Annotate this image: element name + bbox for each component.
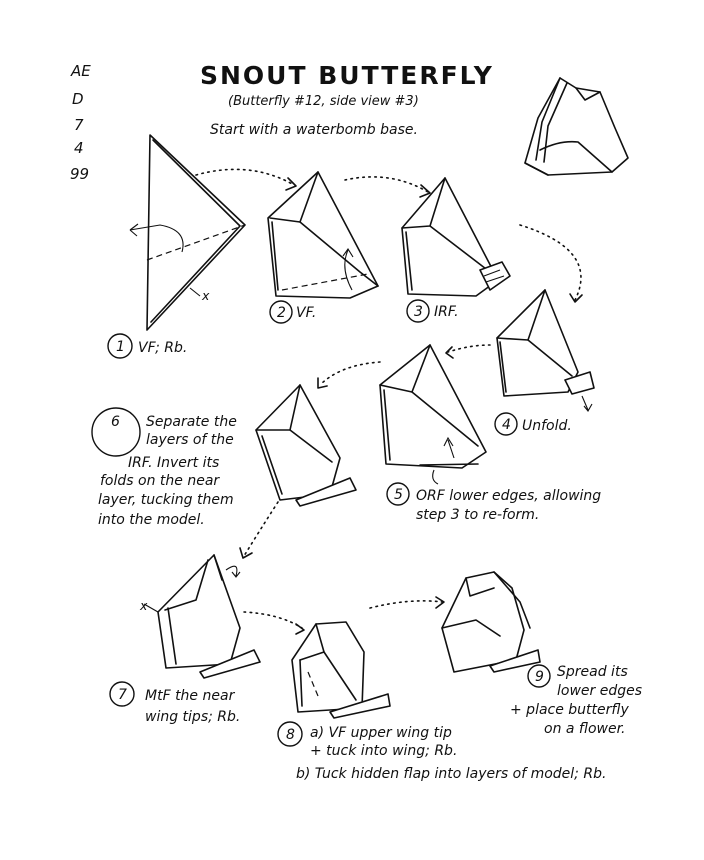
step9-label-line2: lower edges xyxy=(557,683,643,699)
step6-illustration xyxy=(92,385,356,528)
step4-number: 4 xyxy=(502,417,511,433)
step9-number: 9 xyxy=(535,669,544,685)
flow-arrow-2-3 xyxy=(345,177,428,192)
step6-label-line6: into the model. xyxy=(98,512,205,528)
step6-label-line2: layers of the xyxy=(146,432,234,448)
flow-arrow-5-6 xyxy=(320,362,380,385)
margin-day: 4 xyxy=(74,139,84,157)
flow-arrow-7-8 xyxy=(244,612,302,628)
step5-label-line2: step 3 to re-form. xyxy=(416,507,540,523)
step6-label-line1: Separate the xyxy=(146,414,237,430)
step8-number: 8 xyxy=(286,727,295,743)
step7-label-line2: wing tips; Rb. xyxy=(145,709,241,725)
step5-label-line1: ORF lower edges, allowing xyxy=(416,488,602,504)
step1-x-mark: x xyxy=(202,288,210,303)
step7-label-line1: MtF the near xyxy=(145,688,235,704)
flow-arrow-8-9 xyxy=(370,601,442,608)
flow-arrow-3-4 xyxy=(520,225,581,300)
step6-label-line5: layer, tucking them xyxy=(98,492,234,508)
flow-arrow-1-2 xyxy=(196,169,294,185)
finished-butterfly-illustration xyxy=(525,78,628,175)
margin-notes xyxy=(70,62,91,183)
margin-initials: AE xyxy=(71,62,91,80)
step3-illustration xyxy=(402,178,510,322)
step8-label-b: b) Tuck hidden flap into layers of model; Rb. xyxy=(296,766,607,782)
intro-text: Start with a waterbomb base. xyxy=(210,122,418,138)
step9-label-line3: + place butterfly xyxy=(510,702,629,718)
step9-illustration xyxy=(442,572,642,737)
flow-arrow-4-5 xyxy=(448,345,490,352)
step1-illustration xyxy=(108,135,245,358)
step7-illustration xyxy=(110,555,260,725)
step3-number: 3 xyxy=(414,304,423,320)
step6-number: 6 xyxy=(111,414,120,430)
step1-label: VF; Rb. xyxy=(138,340,188,356)
margin-month: 7 xyxy=(74,116,84,134)
step4-label: Unfold. xyxy=(522,418,572,434)
step9-label-line1: Spread its xyxy=(557,664,628,680)
step5-number: 5 xyxy=(394,487,403,503)
diagram-title: SNOUT BUTTERFLY xyxy=(200,61,494,90)
diagram-subtitle: (Butterfly #12, side view #3) xyxy=(228,94,419,109)
step9-label-line4: on a flower. xyxy=(544,721,626,737)
step8-label-line2: + tuck into wing; Rb. xyxy=(310,743,458,759)
step2-number: 2 xyxy=(277,305,286,321)
margin-year: 99 xyxy=(70,165,90,183)
step7-x-mark: x xyxy=(140,598,148,613)
step2-illustration xyxy=(268,172,378,323)
step8-label-line1: a) VF upper wing tip xyxy=(310,725,452,741)
step1-number: 1 xyxy=(116,339,125,355)
step6-label-line3: IRF. Invert its xyxy=(128,455,220,471)
step6-label-line4: folds on the near xyxy=(100,473,220,489)
margin-letter: D xyxy=(72,90,84,108)
step2-label: VF. xyxy=(296,305,317,321)
step7-number: 7 xyxy=(118,687,127,703)
step3-label: IRF. xyxy=(434,304,459,320)
step4-illustration xyxy=(495,290,594,435)
flow-arrow-6-7 xyxy=(244,502,278,556)
